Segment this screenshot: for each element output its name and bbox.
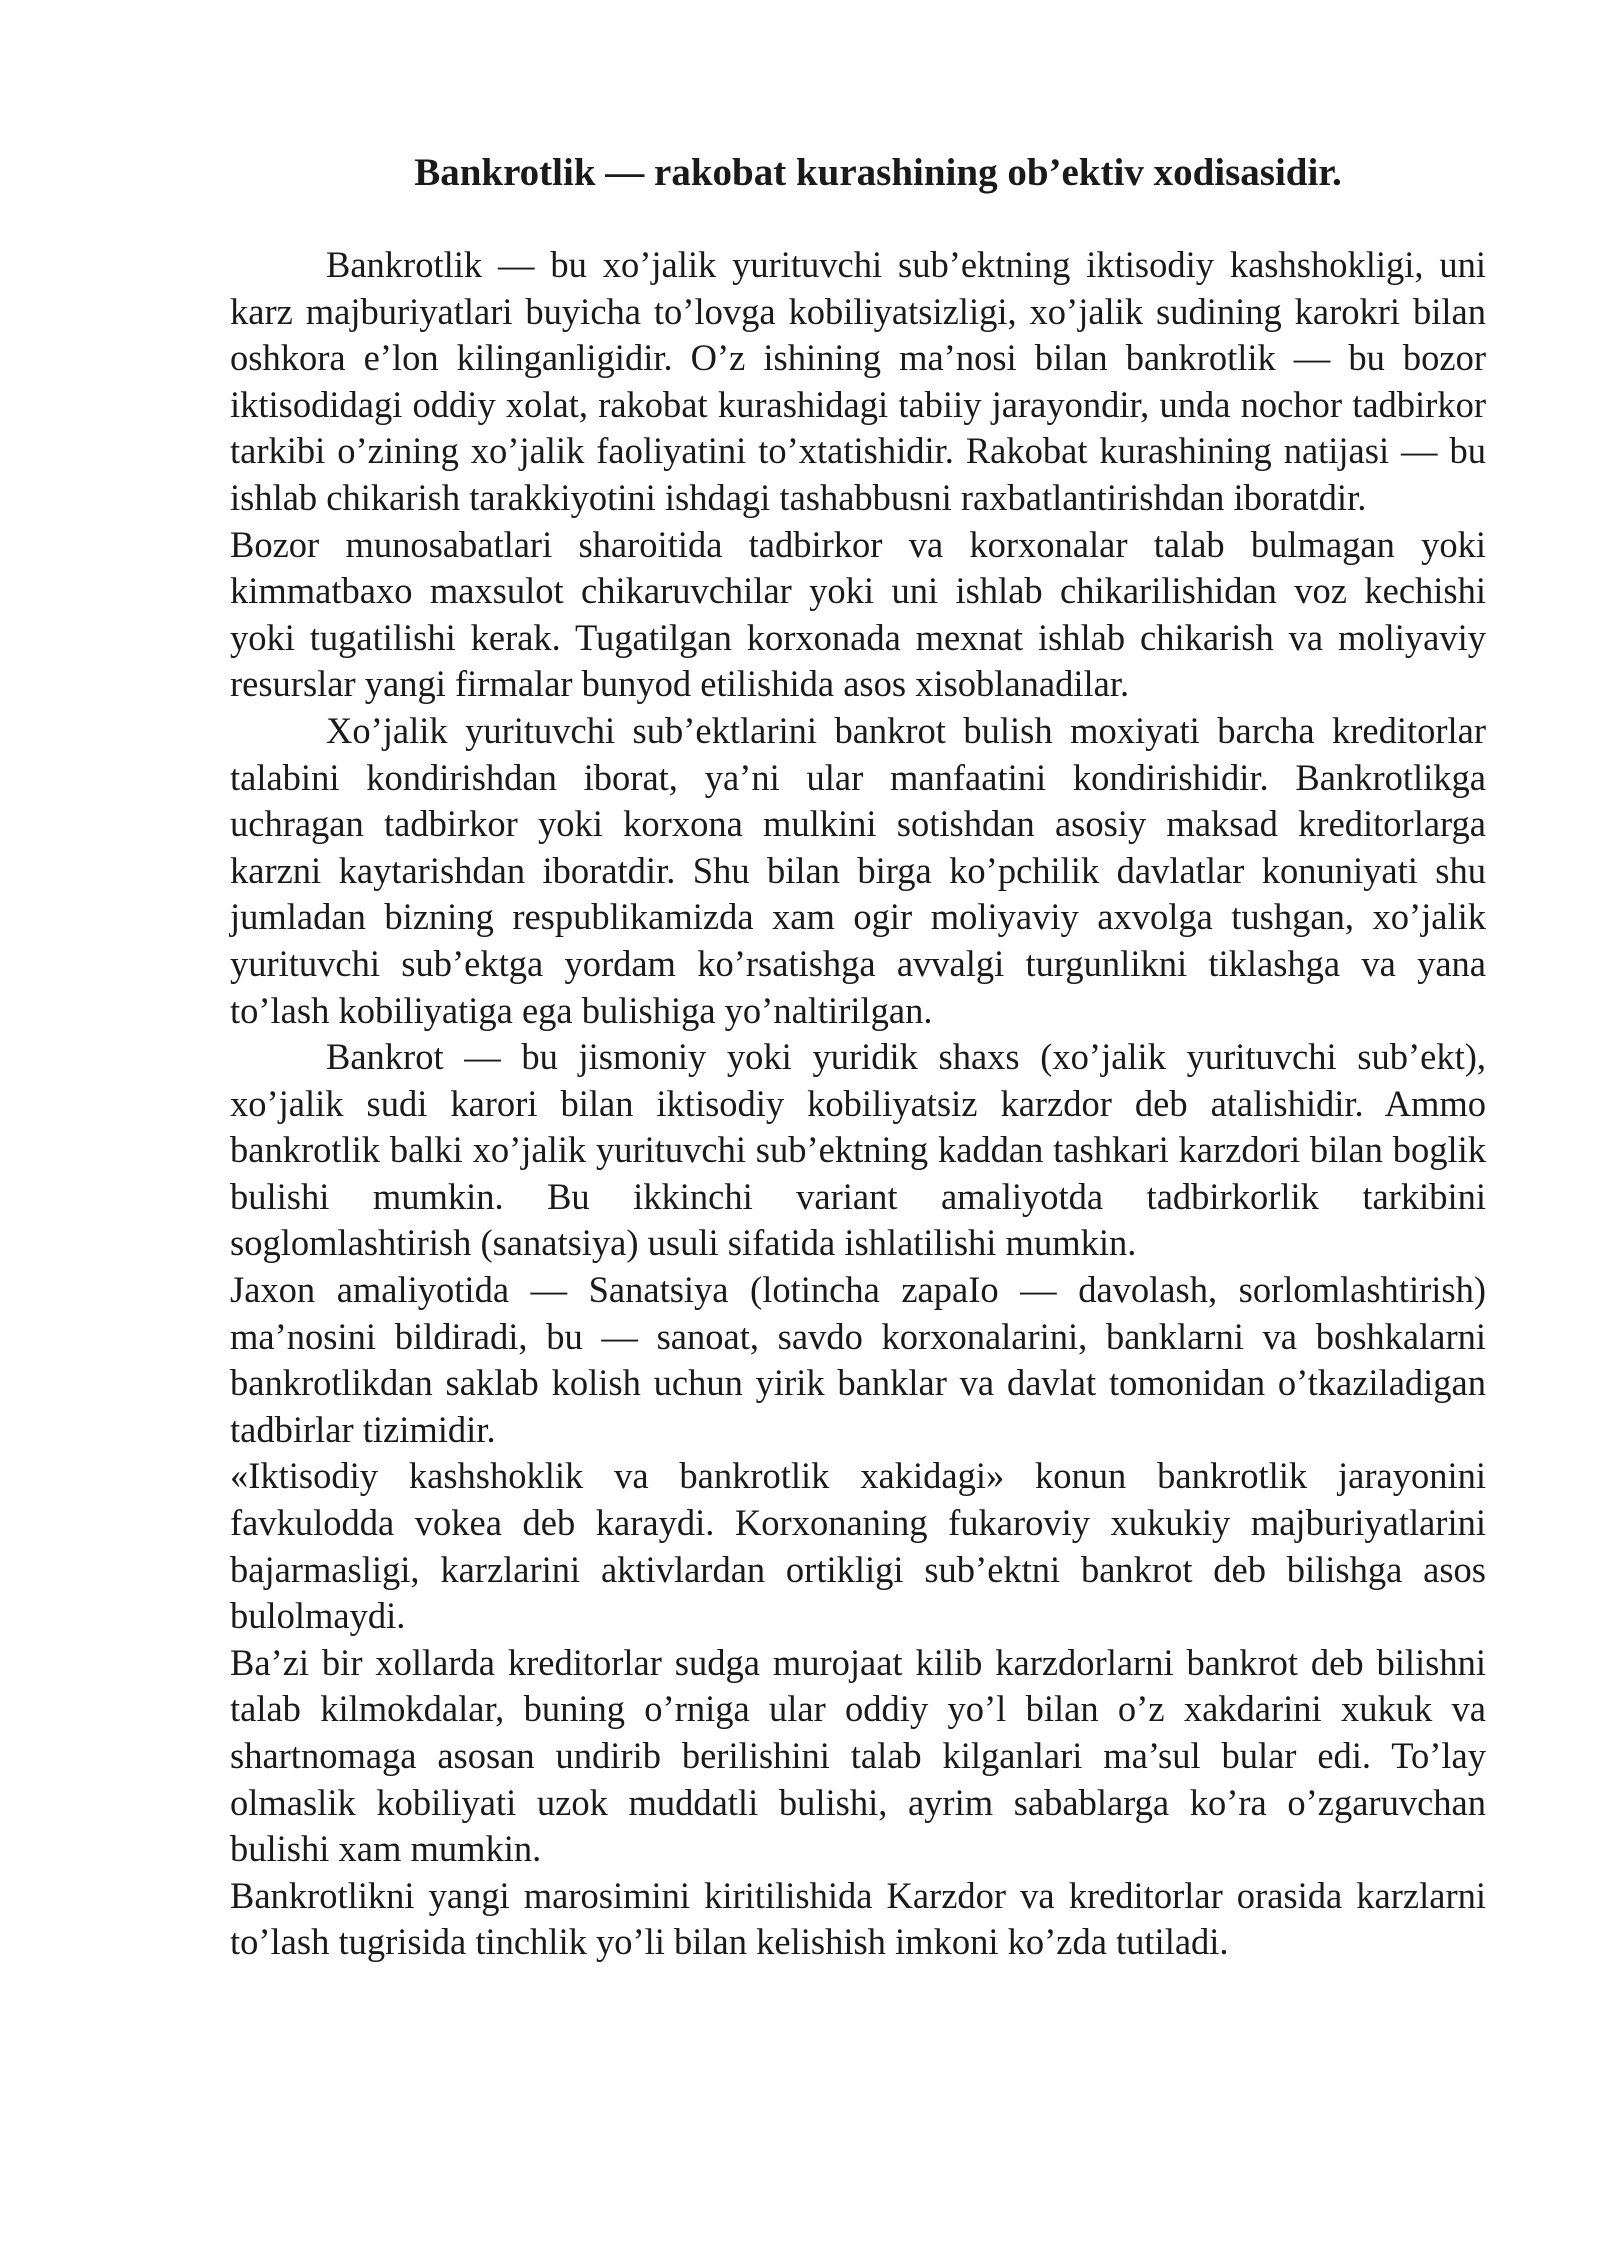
paragraph-3: Xo’jalik yurituvchi sub’ektlarini bankrot bulish moxiyati barcha kreditorlar talabini kondirishdan iborat, ya’ni ular manfaatini kondirishidir. Bankrotlikga uchragan tadbirkor yoki korxona mulkini sotishdan asosiy maksad kreditorlarga karzni kaytarishdan iboratdir. Shu bilan birga ko’pchilik davlatlar konuniyati shu jumladan bizning respublikamizda xam ogir moliyaviy axvolga tushgan, xo’jalik yurituvchi sub’ektga yordam ko’rsatishga avvalgi turgunlikni tiklashga va yana to’lash kobiliyatiga ega bulishiga yo’naltirilgan. [230, 709, 1486, 1031]
document-body [230, 242, 1486, 1966]
paragraph-5: Jaxon amaliyotida — Sanatsiya (lotincha zapaIo — davolash, sorlomlashtirish) ma’nosini bildiradi, bu — sanoat, savdo korxonalarini, banklarni va boshkalarni bankrotlikdan saklab kolish uchun yirik banklar va davlat tomonidan o’tkaziladigan tadbirlar tizimidir. [230, 1269, 1486, 1450]
document-title: Bankrotlik — rakobat kurashining ob’ektiv xodisasidir. [414, 151, 1342, 194]
paragraph-7: Ba’zi bir xollarda kreditorlar sudga murojaat kilib karzdorlarni bankrot deb bilishni talab kilmokdalar, buning o’rniga ular oddiy yo’l bilan o’z xakdarini xukuk va shartnomaga asosan undirib berilishini talab kilganlari ma’sul bular edi. To’lay olmaslik kobiliyati uzok muddatli bulishi, ayrim sabablarga ko’ra o’zgaruvchan bulishi xam mumkin. [230, 1641, 1486, 1870]
paragraph-1: Bankrotlik — bu xo’jalik yurituvchi sub’ektning iktisodiy kashshokligi, uni karz majburiyatlari buyicha to’lovga kobiliyatsizligi, xo’jalik sudining karokri bilan oshkora e’lon kilinganligidir. O’z ishining ma’nosi bilan bankrotlik — bu bozor iktisodidagi oddiy xolat, rakobat kurashidagi tabiiy jarayondir, unda nochor tadbirkor tarkibi o’zining xo’jalik faoliyatini to’xtatishidir. Rakobat kurashining natijasi — bu ishlab chikarish tarakkiyotini ishdagi tashabbusni raxbatlantirishdan iboratdir. [230, 244, 1486, 518]
paragraph-6: «Iktisodiy kashshoklik va bankrotlik xakidagi» konun bankrotlik jarayonini favkulodda vokea deb karaydi. Korxonaning fukaroviy xukukiy majburiyatlarini bajarmasligi, karzlarini aktivlardan ortikligi sub’ektni bankrot deb bilishga asos bulolmaydi. [230, 1455, 1486, 1637]
paragraph-4: Bankrot — bu jismoniy yoki yuridik shaxs (xo’jalik yurituvchi sub’ekt), xo’jalik sudi karori bilan iktisodiy kobiliyatsiz karzdor deb atalishidir. Ammo bankrotlik balki xo’jalik yurituvchi sub’ektning kaddan tashkari karzdori bilan boglik bulishi mumkin. Bu ikkinchi variant amaliyotda tadbirkorlik tarkibini soglomlashtirish (sanatsiya) usuli sifatida ishlatilishi mumkin. [230, 1036, 1486, 1264]
paragraph-2: Bozor munosabatlari sharoitida tadbirkor va korxonalar talab bulmagan yoki kimmatbaxo maxsulot chikaruvchilar yoki uni ishlab chikarilishidan voz kechishi yoki tugatilishi kerak. Tugatilgan korxonada mexnat ishlab chikarish va moliyaviy resurslar yangi firmalar bunyod etilishida asos xisoblanadilar. [230, 523, 1486, 705]
document-page [230, 150, 1486, 1966]
paragraph-8: Bankrotlikni yangi marosimini kiritilishida Karzdor va kreditorlar orasida karzlarni to’lash tugrisida tinchlik yo’li bilan kelishish imkoni ko’zda tutiladi. [230, 1874, 1486, 1963]
